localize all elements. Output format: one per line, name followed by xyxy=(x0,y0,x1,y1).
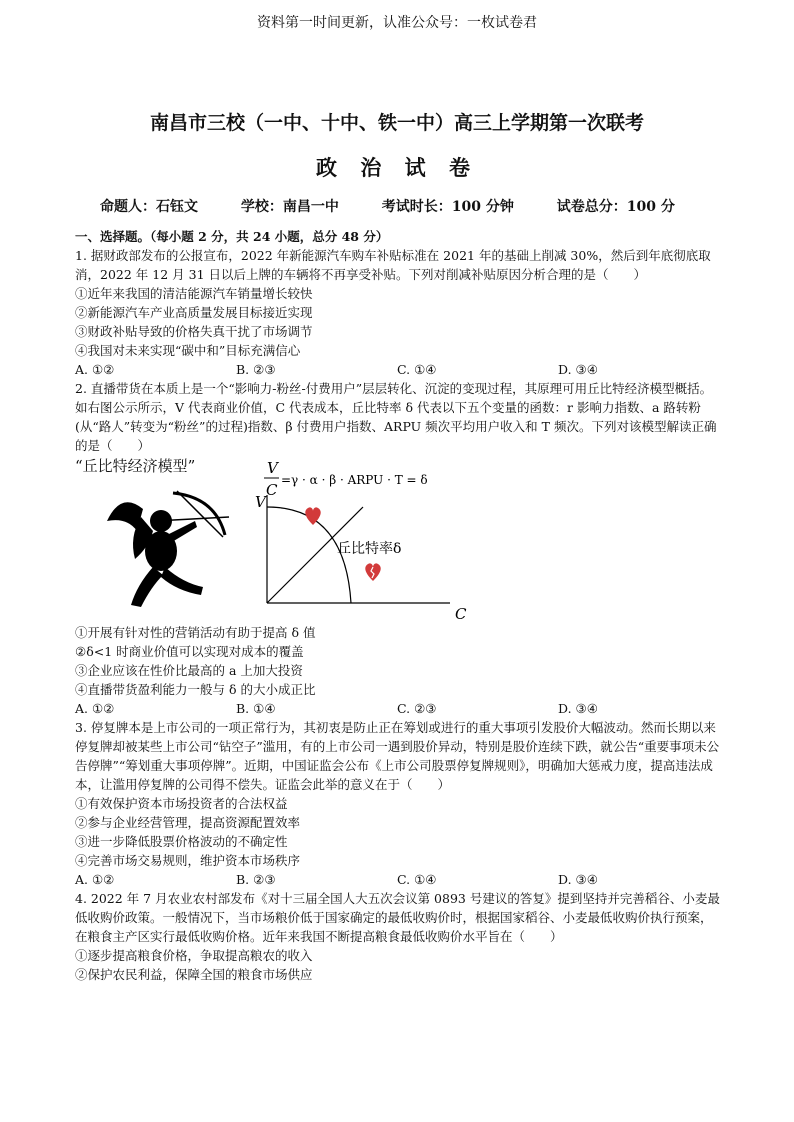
option-a: A. ①② xyxy=(75,362,115,377)
curve-label: 丘比特率δ xyxy=(337,541,402,557)
question-stem: 4. 2022 年 7 月农业农村部发布《对十三届全国人大五次会议第 0893 号建议的答复》提到坚持并完善稻谷、小麦最低收购价政策。一般情况下，当市场粮价低于国家确定的最低收购价时，根据国家稻谷、小麦最低收购价执行预案，在粮食主产区实行最低收购价格。近年来我国不断提高粮食最低收购价水平旨在（ ） xyxy=(75,891,720,944)
statement: ④完善市场交易规则，维护资本市场秩序 xyxy=(75,853,301,868)
option-c: C. ②③ xyxy=(397,701,437,716)
option-b: B. ②③ xyxy=(236,872,276,887)
option-d: D. ③④ xyxy=(558,362,598,377)
statement: ②保护农民利益，保障全国的粮食市场供应 xyxy=(75,967,313,982)
option-a: A. ①② xyxy=(75,701,115,716)
author: 命题人：石钰文 xyxy=(100,199,198,215)
option-d: D. ③④ xyxy=(558,701,598,716)
answer-options xyxy=(75,870,720,889)
fraction-numerator-v: V xyxy=(267,459,278,477)
exam-content xyxy=(75,227,720,984)
exam-meta xyxy=(100,196,713,216)
fraction-denominator-c: C xyxy=(266,481,278,499)
statement: ①近年来我国的清洁能源汽车销量增长较快 xyxy=(75,286,313,301)
school: 学校：南昌一中 xyxy=(240,199,339,215)
statement: ④直播带货盈利能力一般与 δ 的大小成正比 xyxy=(75,682,316,697)
answer-options xyxy=(75,360,720,379)
option-b: B. ①④ xyxy=(236,701,276,716)
question-stem: 2. 直播带货在本质上是一个“影响力-粉丝-付费用户”层层转化、沉淀的变现过程，其原理可用丘比特经济模型概括。如右图公示所示，V 代表商业价值，C 代表成本，丘比特率 δ 代表以下五个变量的函数：r 影响力指数、a 路转粉(从“路人”转变为“粉丝”的过程)指数、β 付费用户指数、ARPU 频次平均用户收入和 T 频次。下列对该模型解读正确的是（ ） xyxy=(75,381,717,453)
option-a: A. ①② xyxy=(75,872,115,887)
statement: ②新能源汽车产业高质量发展目标接近实现 xyxy=(75,305,313,320)
option-d: D. ③④ xyxy=(558,872,598,887)
cupid-rate-graph xyxy=(245,485,475,623)
statement: ④我国对未来实现“碳中和”目标充满信心 xyxy=(75,343,301,358)
statement: ③进一步降低股票价格波动的不确定性 xyxy=(75,834,288,849)
statement: ②δ<1 时商业价值可以实现对成本的覆盖 xyxy=(75,644,304,659)
figure-label: “丘比特经济模型” xyxy=(75,457,196,475)
question-3 xyxy=(75,718,720,889)
answer-options xyxy=(75,699,720,718)
statement: ③财政补贴导致的价格失真干扰了市场调节 xyxy=(75,324,313,339)
total-score: 试卷总分：100 分 xyxy=(556,199,675,215)
question-4 xyxy=(75,889,720,984)
exam-subtitle: 政 治 试 卷 xyxy=(316,155,478,180)
statement: ③企业应该在性价比最高的 a 上加大投资 xyxy=(75,663,303,678)
exam-title: 南昌市三校（一中、十中、铁一中）高三上学期第一次联考 xyxy=(149,112,644,134)
question-stem: 3. 停复牌本是上市公司的一项正常行为，其初衷是防止正在筹划或进行的重大事项引发股价大幅波动。然而长期以来停复牌却被某些上市公司“钻空子”滥用，有的上市公司一遇到股价异动，特别是股价连续下跌，就公告“重要事项未公告停牌”“筹划重大事项停牌”。近期，中国证监会公布《上市公司股票停复牌规则》，明确加大惩戒力度，提高违法成本，让滥用停复牌的公司得不偿失。证监会此举的意义在于（ ） xyxy=(75,720,720,792)
option-b: B. ②③ xyxy=(236,362,276,377)
option-c: C. ①④ xyxy=(397,872,437,887)
question-stem: 1. 据财政部发布的公报宣布，2022 年新能源汽车购车补贴标准在 2021 年的基础上削减 30%，然后到年底彻底取消，2022 年 12 月 31 日以后上牌的车辆将不再享受补贴。下列对削减补贴原因分析合理的是（ ） xyxy=(75,248,711,282)
axis-label-v: V xyxy=(255,493,266,511)
cupid-icon xyxy=(103,487,233,617)
question-1 xyxy=(75,246,720,379)
statement: ①有效保护资本市场投资者的合法权益 xyxy=(75,796,288,811)
axis-label-c: C xyxy=(455,605,467,623)
statement: ②参与企业经营管理，提高资源配置效率 xyxy=(75,815,301,830)
option-c: C. ①④ xyxy=(397,362,437,377)
cupid-figure xyxy=(75,455,720,623)
duration: 考试时长：100 分钟 xyxy=(381,199,514,215)
page-header: 资料第一时间更新，认准公众号：一枚试卷君 xyxy=(257,15,537,31)
formula-expression: =γ · α · β · ARPU · T = δ xyxy=(281,473,428,487)
statement: ①开展有针对性的营销活动有助于提高 δ 值 xyxy=(75,625,316,640)
statement: ①逐步提高粮食价格，争取提高粮农的收入 xyxy=(75,948,313,963)
section-heading: 一、选择题。（每小题 2 分，共 24 小题，总分 48 分） xyxy=(75,229,389,244)
question-2 xyxy=(75,379,720,718)
